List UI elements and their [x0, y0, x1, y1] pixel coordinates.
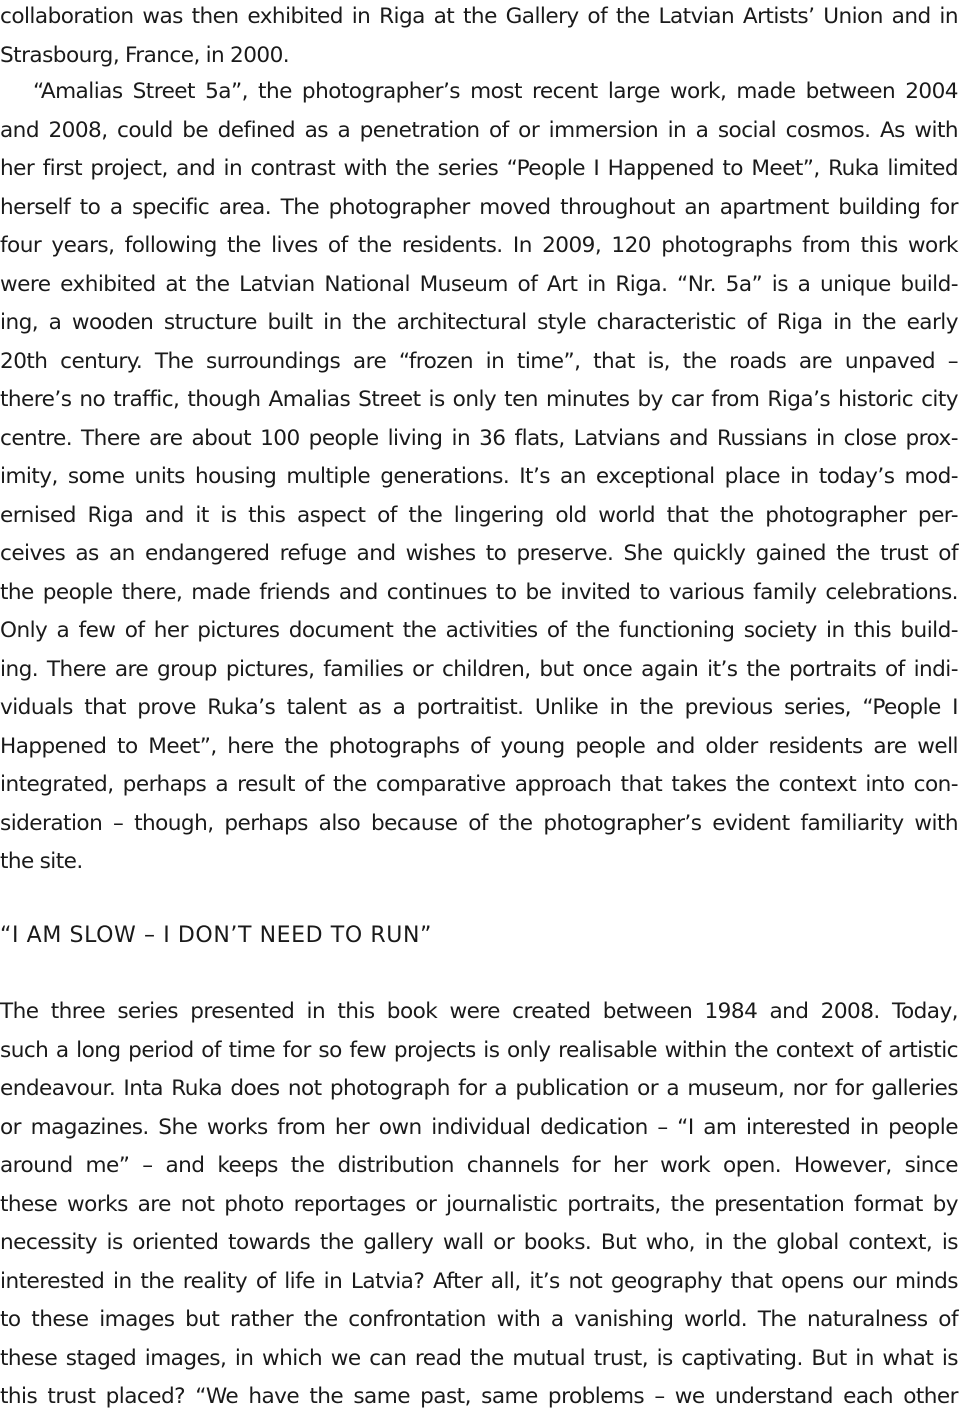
text-line: Happened to Meet”, here the photographs of young people and older residents are well — [0, 733, 958, 759]
text-line: these staged images, in which we can read the mutual trust, is captivating. But in what is — [0, 1345, 958, 1371]
text-line: imity, some units housing multiple generations. It’s an exceptional place in today’s mod- — [0, 464, 958, 489]
text-line: and 2008, could be defined as a penetration of or immersion in a social cosmos. As with — [0, 117, 958, 143]
text-line: sideration – though, perhaps also because of the photographer’s evident familiarity with — [0, 810, 958, 836]
text-line: ing, a wooden structure built in the architectural style characteristic of Riga in the early — [0, 310, 958, 335]
paragraph-three-series — [0, 993, 958, 1414]
text-line: integrated, perhaps a result of the comparative approach that takes the context into con- — [0, 772, 958, 797]
text-line: Strasbourg, France, in 2000. — [0, 42, 290, 68]
text-line: around me” – and keeps the distribution channels for her work open. However, since — [0, 1153, 958, 1178]
text-line: endeavour. Inta Ruka does not photograph for a publication or a museum, nor for galleries — [0, 1076, 958, 1101]
text-line: necessity is oriented towards the gallery wall or books. But who, in the global context, is — [0, 1230, 958, 1255]
text-line: four years, following the lives of the residents. In 2009, 120 photographs from this work — [0, 233, 958, 258]
text-line: ceives as an endangered refuge and wishes to preserve. She quickly gained the trust of — [0, 541, 958, 566]
text-line: 20th century. The surroundings are “frozen in time”, that is, the roads are unpaved – — [0, 348, 958, 374]
text-line: to these images but rather the confrontation with a vanishing world. The naturalness of — [0, 1307, 958, 1332]
text-line: this trust placed? “We have the same past, same problems – we understand each other — [0, 1384, 958, 1409]
text-line: centre. There are about 100 people living in 36 flats, Latvians and Russians in close prox- — [0, 425, 958, 451]
text-line: were exhibited at the Latvian National Museum of Art in Riga. “Nr. 5a” is a unique build- — [0, 271, 958, 297]
text-line: these works are not photo reportages or journalistic portraits, the presentation format by — [0, 1191, 958, 1217]
text-line: ing. There are group pictures, families or children, but once again it’s the portraits of indi- — [0, 656, 958, 682]
text-line: collaboration was then exhibited in Riga at the Gallery of the Latvian Artists’ Union and in — [0, 4, 958, 29]
paragraph-continuation — [0, 0, 958, 75]
text-line: such a long period of time for so few projects is only realisable within the context of artistic — [0, 1037, 958, 1063]
text-line: Only a few of her pictures document the activities of the functioning society in this build- — [0, 618, 958, 643]
text-line: ernised Riga and it is this aspect of the lingering old world that the photographer per- — [0, 502, 958, 528]
text-line: the people there, made friends and continues to be invited to various family celebrations. — [0, 579, 958, 605]
text-line: there’s no traffic, though Amalias Street is only ten minutes by car from Riga’s historic city — [0, 387, 958, 412]
text-line: or magazines. She works from her own individual dedication – “I am interested in people — [0, 1114, 958, 1140]
text-line: “Amalias Street 5a”, the photographer’s most recent large work, made between 2004 — [33, 79, 958, 104]
text-line: her first project, and in contrast with the series “People I Happened to Meet”, Ruka limited — [0, 156, 958, 181]
text-line: viduals that prove Ruka’s talent as a portraitist. Unlike in the previous series, “People I — [0, 695, 958, 720]
text-line: the site. — [0, 849, 83, 874]
text-line: interested in the reality of life in Latvia? After all, it’s not geography that opens our minds — [0, 1268, 958, 1294]
text-line: herself to a specific area. The photographer moved throughout an apartment building for — [0, 194, 958, 220]
paragraph-amalias-street — [0, 73, 958, 882]
text-line: The three series presented in this book were created between 1984 and 2008. Today, — [0, 999, 958, 1024]
section-heading: “I AM SLOW – I DON’T NEED TO RUN” — [0, 923, 432, 948]
